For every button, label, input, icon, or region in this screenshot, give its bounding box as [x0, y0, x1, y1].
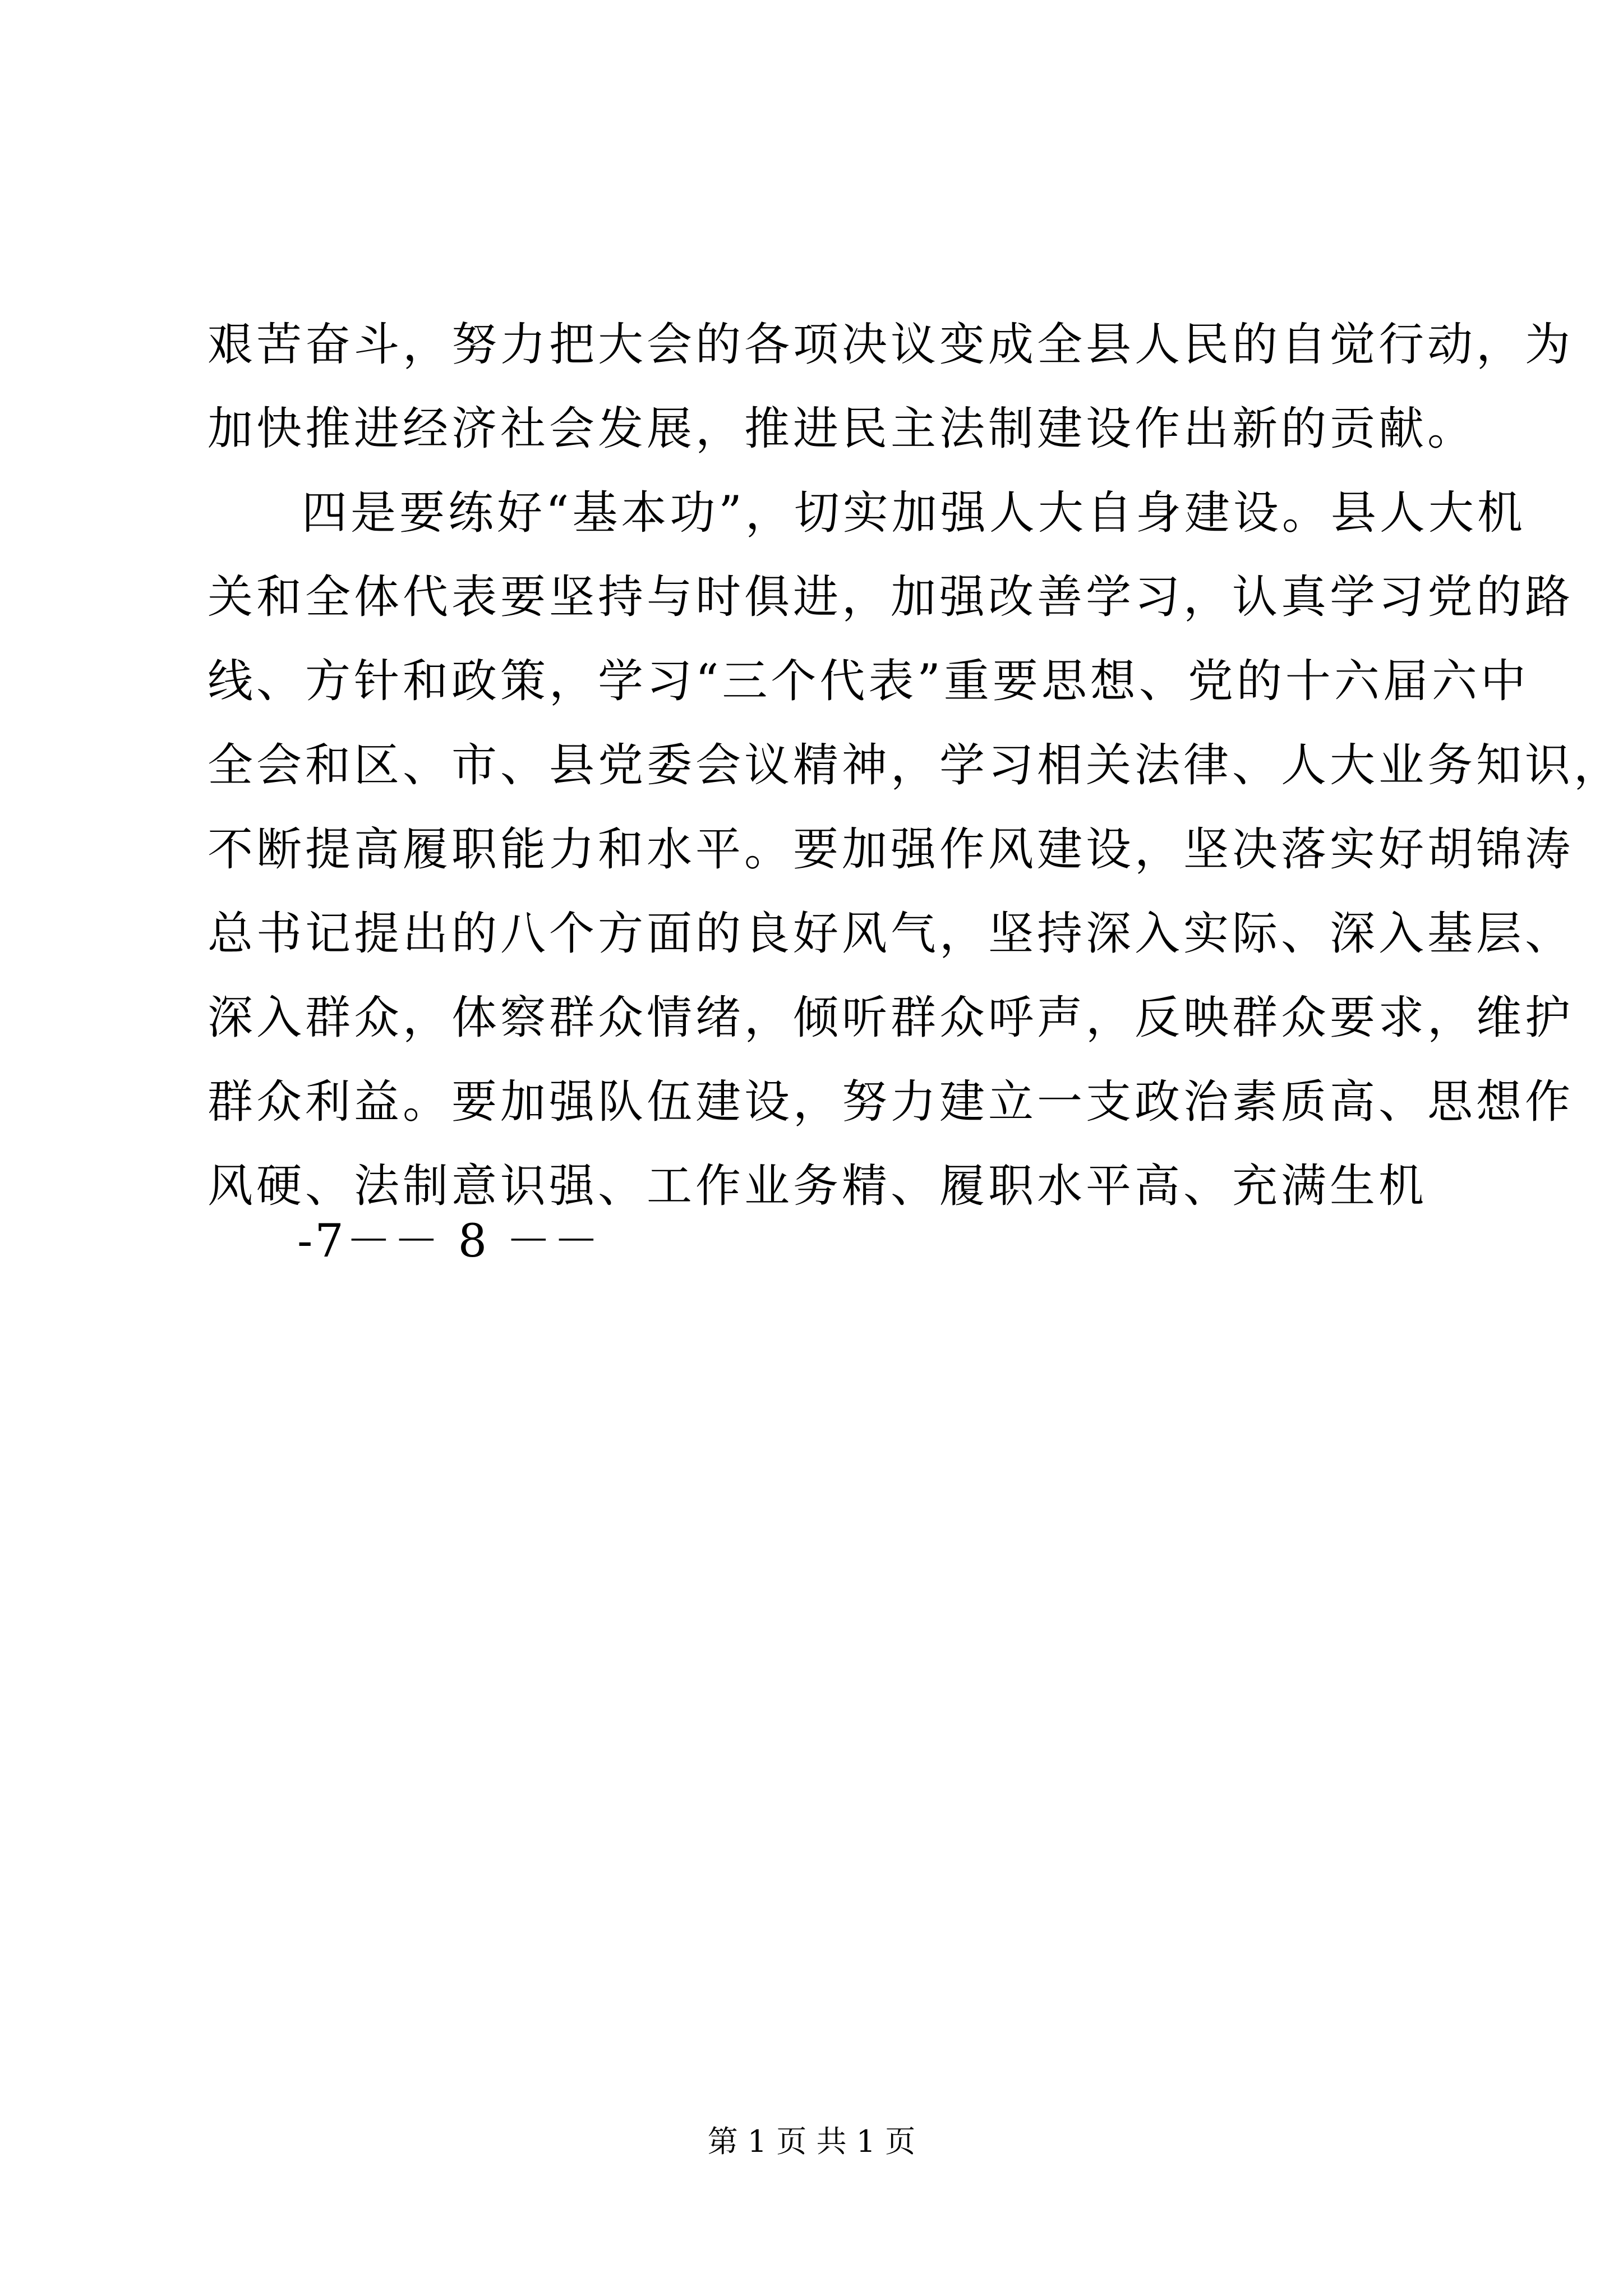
text-line: 艰苦奋斗，努力把大会的各项决议变成全县人民的自觉行动，为 — [208, 319, 1574, 371]
text-line: 不断提高履职能力和水平。要加强作风建设，坚决落实好胡锦涛 — [208, 823, 1574, 876]
body-text — [208, 303, 1623, 1228]
paragraph-start-line: 四是要练好“基本功”，切实加强人大自身建设。县人大机 — [302, 487, 1526, 540]
text-line: 线、方针和政策，学习“三个代表”重要思想、党的十六届六中 — [208, 655, 1529, 708]
text-line: 总书记提出的八个方面的良好风气，坚持深入实际、深入基层、 — [208, 908, 1574, 960]
text-line: 关和全体代表要坚持与时俱进，加强改善学习，认真学习党的路 — [208, 571, 1574, 624]
text-line: 风硬、法制意识强、工作业务精、履职水平高、充满生机 — [208, 1160, 1428, 1213]
text-line: 深入群众，体察群众情绪，倾听群众呼声，反映群众要求，维护 — [208, 992, 1574, 1045]
page-marker: -7－－ 8 －－ — [297, 1215, 601, 1268]
text-line: 加快推进经济社会发展，推进民主法制建设作出新的贡献。 — [208, 403, 1477, 455]
text-line: 全会和区、市、县党委会议精神，学习相关法律、人大业务知识， — [208, 739, 1623, 792]
text-line: 群众利益。要加强队伍建设，努力建立一支政治素质高、思想作 — [208, 1076, 1574, 1129]
page-footer: 第 1 页 共 1 页 — [707, 2124, 916, 2159]
